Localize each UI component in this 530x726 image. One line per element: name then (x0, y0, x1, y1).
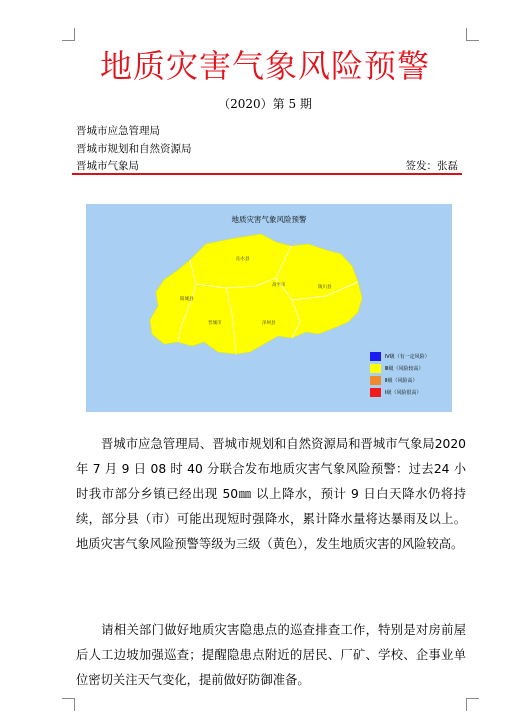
legend-item (370, 374, 430, 386)
county-label: 阳城县 (180, 297, 194, 302)
body-paragraph-1 (76, 432, 466, 557)
crop-mark-bottom-left (62, 698, 75, 711)
crop-mark-top-right (466, 28, 479, 41)
crop-mark-bottom-right (466, 698, 479, 711)
map-legend (370, 350, 430, 398)
legend-swatch (370, 376, 381, 385)
crop-mark-top-left (62, 28, 75, 41)
legend-label: Ⅱ级（风险高） (385, 377, 418, 384)
map-title: 地质灾害气象风险预警 (231, 215, 307, 224)
legend-item (370, 362, 430, 374)
legend-label: Ⅲ级（风险较高） (385, 365, 424, 372)
risk-map (86, 204, 452, 412)
org-meteorology: 晋城市气象局 (76, 160, 139, 172)
issue-number: （2020）第 5 期 (218, 97, 312, 111)
county-label: 沁水县 (236, 257, 250, 262)
legend-label: Ⅰ级（风险很高） (385, 389, 422, 396)
org-emergency: 晋城市应急管理局 (76, 125, 160, 137)
county-label: 高平市 (272, 283, 286, 288)
paragraph-2-text: 请相关部门做好地质灾害隐患点的巡查排查工作，特别是对房前屋后人工边坡加强巡查；提醒隐患点附近的居民、厂矿、学校、企事业单位密切关注天气变化，提前做好防御准备。 (76, 623, 466, 687)
legend-label: Ⅳ级（有一定风险） (385, 353, 430, 360)
body-paragraph-2 (76, 618, 466, 693)
legend-swatch (370, 364, 381, 373)
legend-swatch (370, 388, 381, 397)
legend-item (370, 350, 430, 362)
paragraph-1-text: 晋城市应急管理局、晋城市规划和自然资源局和晋城市气象局2020 年 7 月 9 日 08 时 40 分联合发布地质灾害气象风险预警：过去24 小时我市部分乡镇已经出现 50㎜ 以上降水，预计 9 日白天降水仍将持续，部分县（市）可能出现短时强降水，累计降水量将达暴雨及以上。地质灾害气象风险预警等级为三级（黄色），发生地质灾害的风险较高。 (76, 437, 466, 551)
signer: 签发：张磊 (405, 160, 458, 172)
legend-swatch (370, 352, 381, 361)
org-planning: 晋城市规划和自然资源局 (76, 143, 192, 155)
county-label: 陵川县 (318, 285, 332, 290)
header-divider (72, 173, 462, 175)
document-title: 地质灾害气象风险预警 (99, 47, 430, 85)
county-label: 晋城市 (208, 321, 222, 326)
county-label: 泽州县 (262, 321, 276, 326)
legend-item (370, 386, 430, 398)
